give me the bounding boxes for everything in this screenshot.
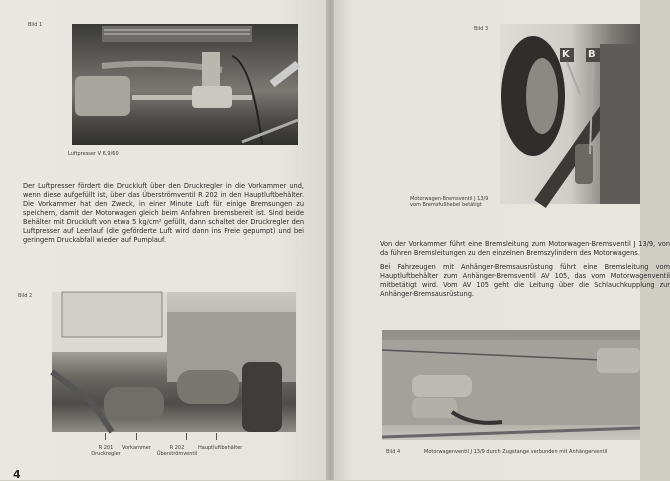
callout-druckregler: R 201 Druckregler (91, 445, 121, 457)
callout-line-druckregler (105, 433, 106, 440)
figure1-label: Bild 1 (28, 22, 43, 28)
air-tanks-photo (52, 292, 296, 432)
figure1-caption: Luftpresser V 6,9/60 (68, 151, 119, 157)
figure4-caption: Motorwagenventil J 13/9 durch Zugstange verbunden mit Anhängerventil (424, 449, 608, 455)
callout-line-hauptluftbehaelter (216, 433, 217, 440)
page-number: 4 (13, 468, 21, 481)
figure3-caption: Motorwagen-Bremsventil J 13/9 vom Bremsfußhebel betätigt (410, 196, 489, 208)
front-wheel-brake-photo (500, 24, 640, 204)
body-paragraph-1: Der Luftpresser fördert die Druckluft über den Druckregler in die Vorkammer und, wenn diese aufgefüllt ist, über das Überströmventil R 202 in den Hauptluftbehälter. Die Vorkammer hat den Zweck, in einer Minute Luft für einige Bremsungen zu speichern, damit der Motorwagen gleich beim Anfahren bremsbereit ist. Sind beide Behälter mit Druckluft von etwa 5 kg/cm² gefüllt, dann schaltet der Druckregler den Luftpresser auf Leerlauf (die geförderte Luft wird dann ins Freie gepumpt) und bei geringem Druckabfall wieder auf Pumplauf. (23, 182, 304, 244)
air-compressor-photo (72, 24, 298, 145)
body-paragraph-2: Von der Vorkammer führt eine Bremsleitung zum Motorwagen-Bremsventil J 13/9, von da führen Bremsleitungen zu den einzelnen Bremszylindern des Motorwagens. (380, 240, 670, 257)
left-page (0, 0, 328, 480)
figure3-photo (500, 24, 640, 204)
figure2-label: Bild 2 (18, 293, 33, 299)
marker-b: B (588, 49, 596, 60)
body-paragraph-3: Bei Fahrzeugen mit Anhänger-Bremsausrüstung führt eine Bremsleitung vom Hauptluftbehälter zum Anhänger-Bremsventil AV 105, das vom Motorwagenventil mitbetätigt wird. Vom AV 105 geht die Leitung über die Schlauchkupplung zur Anhänger-Bremsausrüstung. (380, 263, 670, 298)
callout-hauptluftbehaelter: Hauptluftbehälter (198, 445, 243, 451)
marker-k: K (562, 49, 570, 60)
callout-vorkammer: Vorkammer (122, 445, 151, 451)
right-page (334, 0, 670, 480)
figure1-photo (72, 24, 298, 145)
figure4-label: Bild 4 (386, 449, 401, 455)
callout-line-vorkammer (136, 433, 137, 440)
callout-ueberstroemventil: R 202 Überströmventil (156, 445, 198, 457)
right-body-text (380, 240, 670, 304)
brake-valve-linkage-photo (382, 330, 640, 440)
figure4-photo (382, 330, 640, 440)
figure3-label: Bild 3 (474, 26, 489, 32)
callout-line-ueberstroemventil (186, 433, 187, 440)
figure2-photo (52, 292, 296, 432)
